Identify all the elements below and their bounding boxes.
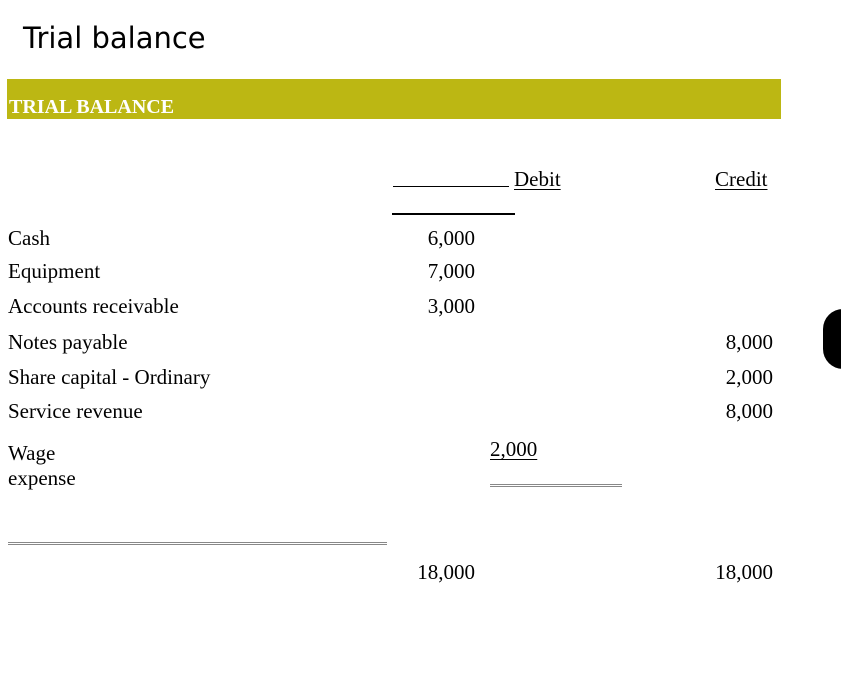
side-marker-icon	[823, 309, 841, 369]
debit-header: Debit	[514, 167, 561, 191]
credit-value: 2,000	[725, 365, 773, 389]
credit-value: 8,000	[725, 399, 773, 423]
debit-column-rule	[392, 213, 515, 215]
account-name: Share capital - Ordinary	[8, 365, 211, 389]
account-name: Equipment	[8, 259, 101, 283]
account-name: Accounts receivable	[8, 294, 179, 318]
account-name: Notes payable	[8, 330, 128, 354]
debit-header-underline-left	[393, 186, 509, 187]
account-name-line2: expense	[8, 466, 76, 490]
credit-header: Credit	[715, 167, 768, 191]
debit-value: 2,000	[490, 437, 538, 461]
debit-value: 6,000	[427, 226, 475, 250]
account-name-line1: Wage	[8, 441, 56, 465]
banner-label: TRIAL BALANCE	[9, 96, 175, 118]
debit-double-rule	[490, 484, 622, 487]
debit-value: 3,000	[427, 294, 475, 318]
debit-value: 7,000	[427, 259, 475, 283]
account-name: Cash	[8, 226, 50, 250]
page-title: Trial balance	[23, 21, 206, 55]
section-banner	[7, 79, 781, 119]
credit-total: 18,000	[715, 560, 773, 584]
credit-value: 8,000	[725, 330, 773, 354]
debit-total: 18,000	[417, 560, 475, 584]
account-name: Service revenue	[8, 399, 143, 423]
totals-double-rule	[8, 542, 387, 545]
